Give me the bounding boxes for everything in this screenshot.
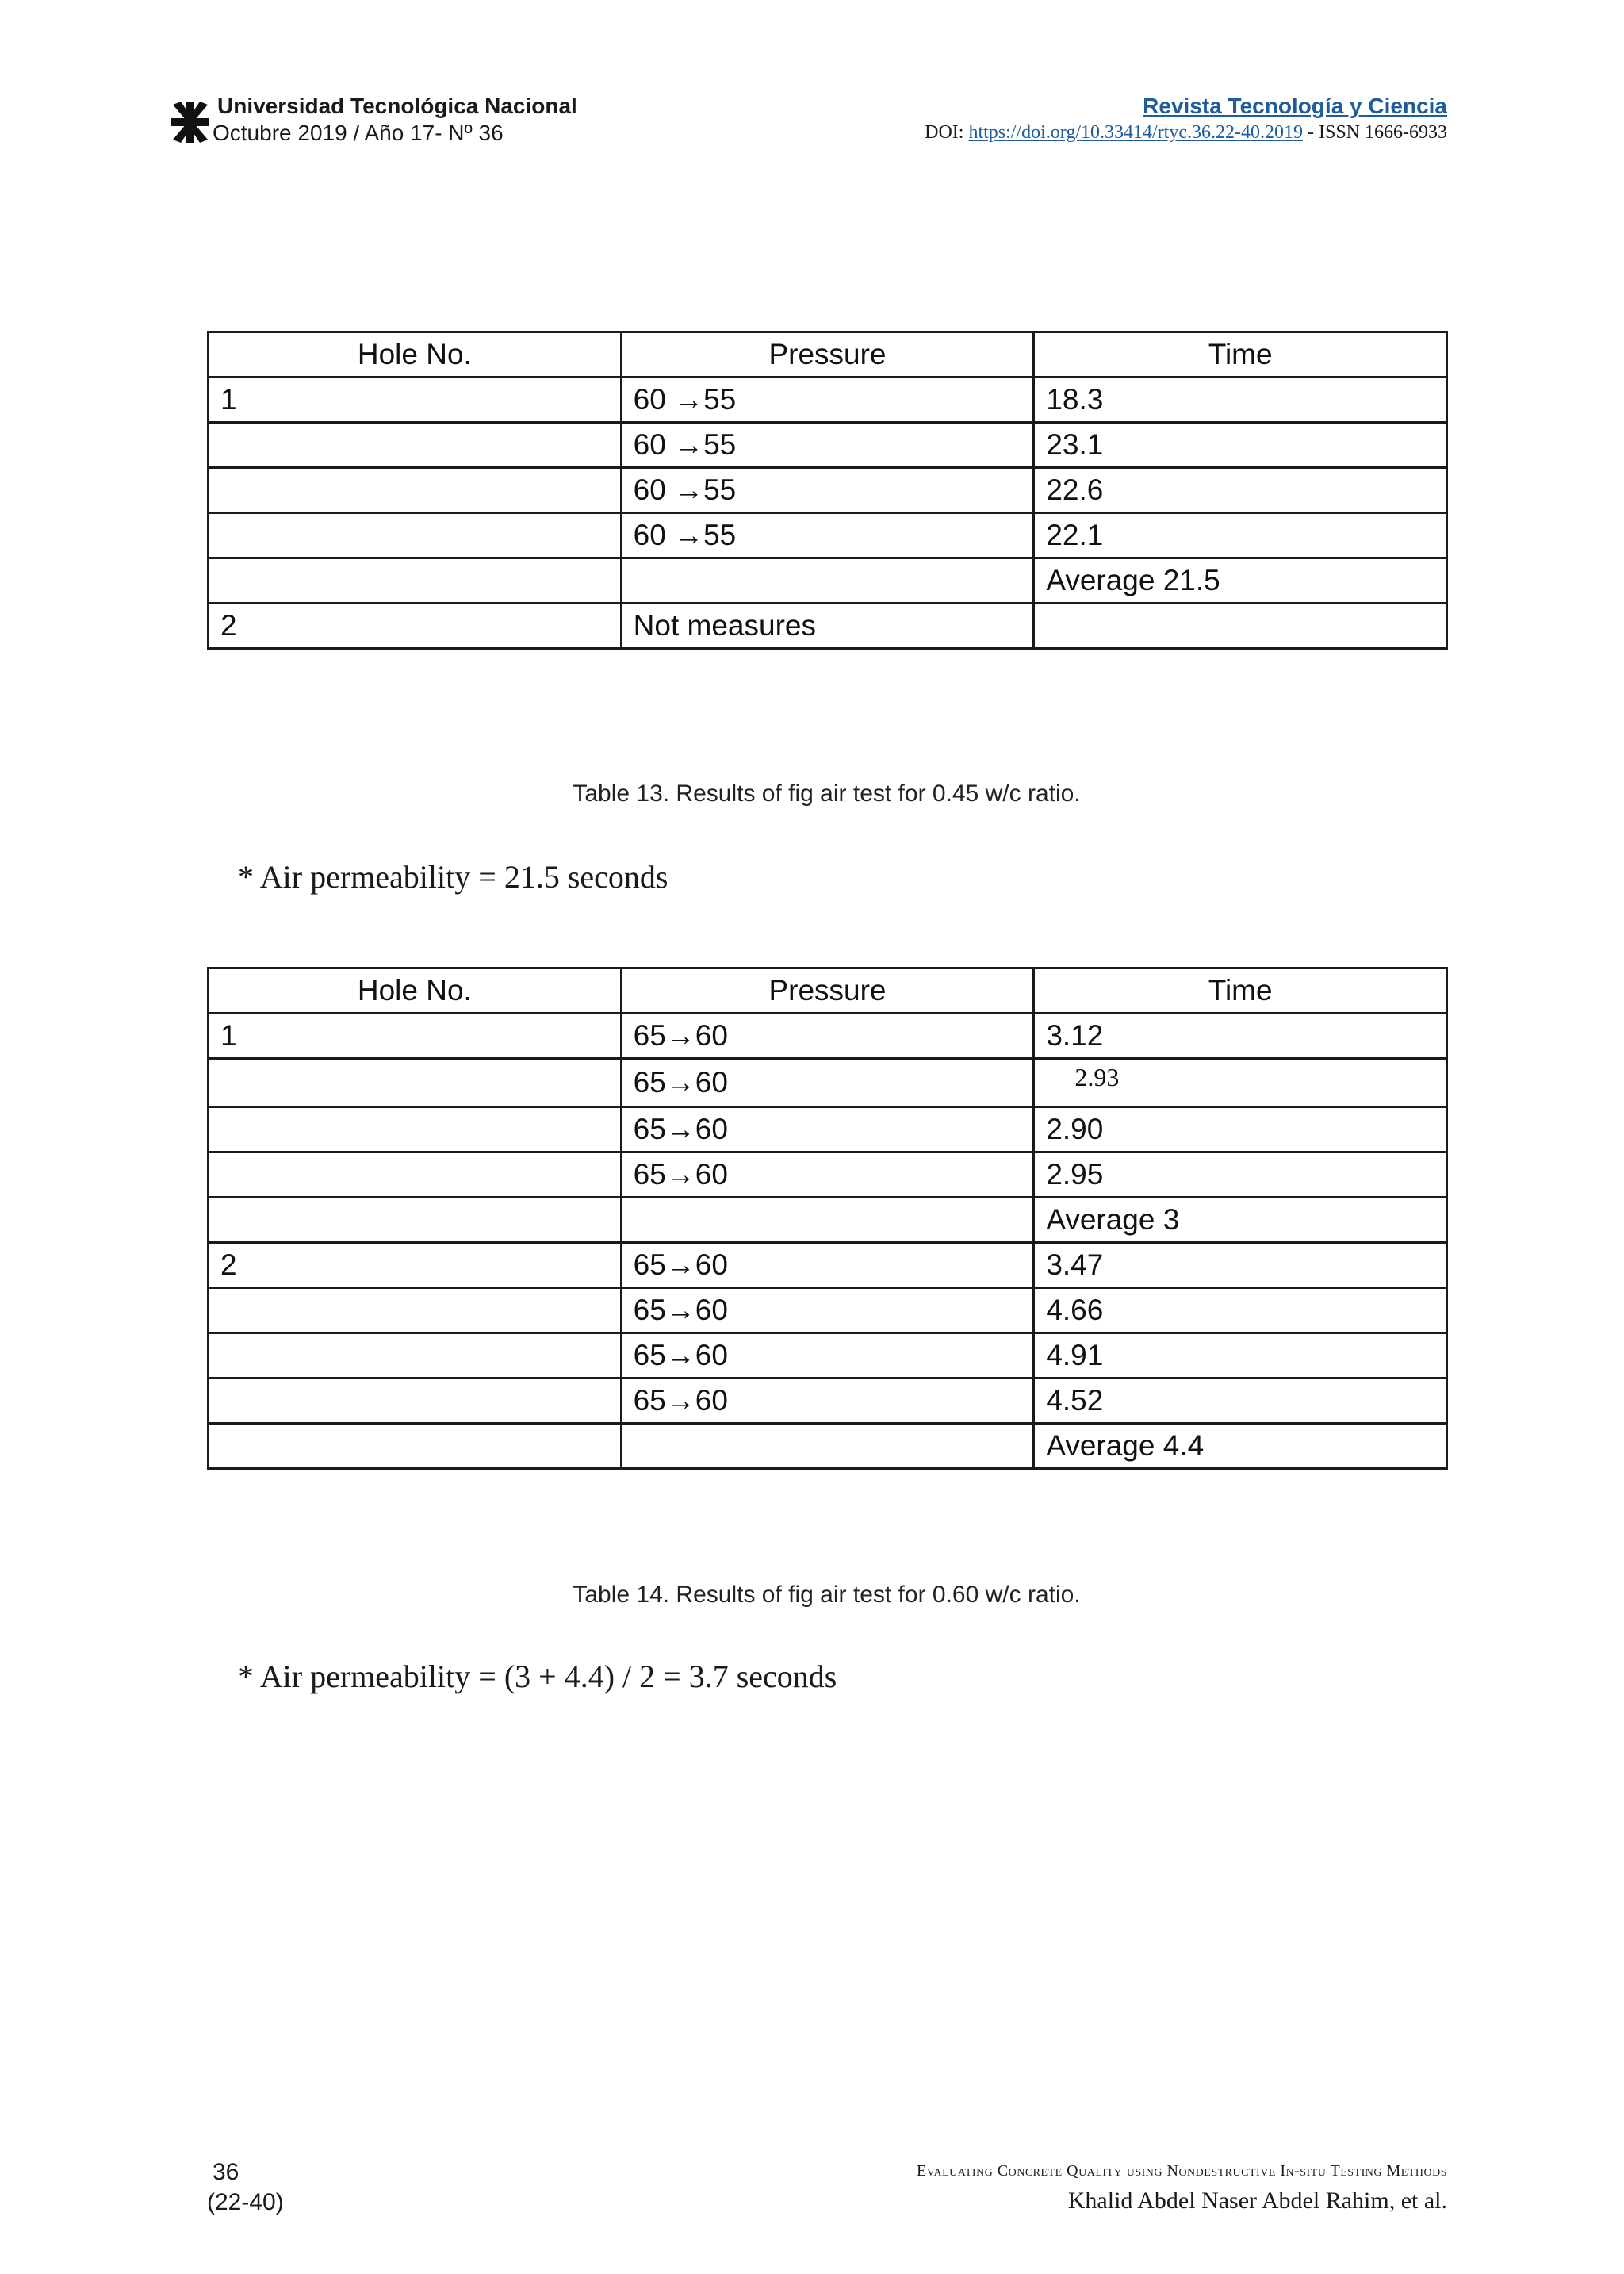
cell-time: 3.12 xyxy=(1034,1014,1447,1059)
cell-hole xyxy=(209,558,622,604)
table-13-note: * Air permeability = 21.5 seconds xyxy=(238,859,668,895)
cell-pressure: 65→60 xyxy=(621,1379,1034,1424)
cell-hole: 2 xyxy=(209,604,622,649)
table-row xyxy=(209,1243,1447,1288)
header-pressure: Pressure xyxy=(621,332,1034,378)
cell-hole: 1 xyxy=(209,378,622,423)
header-hole-no: Hole No. xyxy=(209,332,622,378)
utn-logo-icon xyxy=(171,102,209,143)
cell-pressure: 60 →55 xyxy=(621,468,1034,513)
cell-hole xyxy=(209,1107,622,1152)
cell-pressure: 65→60 xyxy=(621,1107,1034,1152)
table-14-caption: Table 14. Results of fig air test for 0.60 w/c ratio. xyxy=(573,1582,1081,1608)
cell-hole: 1 xyxy=(209,1014,622,1059)
journal-link[interactable]: Revista Tecnología y Ciencia xyxy=(1143,94,1447,118)
page-range: (22-40) xyxy=(207,2189,284,2215)
article-authors: Khalid Abdel Naser Abdel Rahim, et al. xyxy=(1067,2188,1447,2214)
cell-time: 22.1 xyxy=(1034,513,1447,558)
table-header-row xyxy=(209,332,1447,378)
table-row xyxy=(209,1424,1447,1469)
page-number: 36 xyxy=(213,2159,239,2185)
header-hole-no: Hole No. xyxy=(209,968,622,1014)
table-row xyxy=(209,1014,1447,1059)
cell-time: 22.6 xyxy=(1034,468,1447,513)
table-row xyxy=(209,423,1447,468)
cell-pressure: Not measures xyxy=(621,604,1034,649)
table-13-caption: Table 13. Results of fig air test for 0.45 w/c ratio. xyxy=(573,780,1081,807)
cell-time: 18.3 xyxy=(1034,378,1447,423)
cell-pressure: 65→60 xyxy=(621,1243,1034,1288)
cell-pressure: 60 →55 xyxy=(621,378,1034,423)
header-time: Time xyxy=(1034,968,1447,1014)
table-row xyxy=(209,1152,1447,1198)
cell-time: Average 21.5 xyxy=(1034,558,1447,604)
cell-time: 4.91 xyxy=(1034,1333,1447,1379)
cell-hole xyxy=(209,423,622,468)
cell-time: 3.47 xyxy=(1034,1243,1447,1288)
cell-hole xyxy=(209,1333,622,1379)
cell-time: 2.95 xyxy=(1034,1152,1447,1198)
table-row xyxy=(209,1379,1447,1424)
doi-link[interactable]: https://doi.org/10.33414/rtyc.36.22-40.2019 xyxy=(968,122,1303,143)
cell-hole xyxy=(209,1152,622,1198)
cell-pressure: 65→60 xyxy=(621,1059,1034,1107)
table-row xyxy=(209,1107,1447,1152)
cell-pressure: 65→60 xyxy=(621,1152,1034,1198)
issue-info: Octubre 2019 / Año 17- Nº 36 xyxy=(213,121,504,145)
table-row xyxy=(209,1288,1447,1333)
cell-hole xyxy=(209,1379,622,1424)
table-row xyxy=(209,558,1447,604)
cell-time: 23.1 xyxy=(1034,423,1447,468)
header-pressure: Pressure xyxy=(621,968,1034,1014)
cell-pressure xyxy=(621,558,1034,604)
table-14-note: * Air permeability = (3 + 4.4) / 2 = 3.7 seconds xyxy=(238,1659,837,1694)
cell-hole xyxy=(209,468,622,513)
cell-pressure: 60 →55 xyxy=(621,423,1034,468)
table-header-row xyxy=(209,968,1447,1014)
table-row xyxy=(209,378,1447,423)
table-row xyxy=(209,468,1447,513)
table-row xyxy=(209,1333,1447,1379)
university-name: Universidad Tecnológica Nacional xyxy=(217,94,577,118)
cell-pressure: 65→60 xyxy=(621,1333,1034,1379)
cell-pressure: 65→60 xyxy=(621,1014,1034,1059)
cell-time: 2.93 xyxy=(1034,1059,1447,1107)
cell-hole xyxy=(209,1288,622,1333)
cell-hole: 2 xyxy=(209,1243,622,1288)
cell-hole xyxy=(209,1059,622,1107)
cell-pressure xyxy=(621,1198,1034,1243)
table-row xyxy=(209,513,1447,558)
cell-pressure: 65→60 xyxy=(621,1288,1034,1333)
cell-hole xyxy=(209,1424,622,1469)
cell-time: 2.90 xyxy=(1034,1107,1447,1152)
table-row xyxy=(209,604,1447,649)
cell-time: Average 4.4 xyxy=(1034,1424,1447,1469)
header-time: Time xyxy=(1034,332,1447,378)
cell-pressure: 60 →55 xyxy=(621,513,1034,558)
table-13 xyxy=(207,331,1448,650)
cell-hole xyxy=(209,513,622,558)
cell-pressure xyxy=(621,1424,1034,1469)
article-title: Evaluating Concrete Quality using Nondestructive In-situ Testing Methods xyxy=(917,2162,1447,2180)
table-row xyxy=(209,1059,1447,1107)
cell-time: 4.66 xyxy=(1034,1288,1447,1333)
cell-time xyxy=(1034,604,1447,649)
doi-line xyxy=(925,122,1447,144)
cell-time: 4.52 xyxy=(1034,1379,1447,1424)
issn: - ISSN 1666-6933 xyxy=(1302,122,1447,143)
table-14 xyxy=(207,967,1448,1470)
cell-hole xyxy=(209,1198,622,1243)
cell-time: Average 3 xyxy=(1034,1198,1447,1243)
doi-prefix: DOI: xyxy=(925,122,969,143)
table-row xyxy=(209,1198,1447,1243)
